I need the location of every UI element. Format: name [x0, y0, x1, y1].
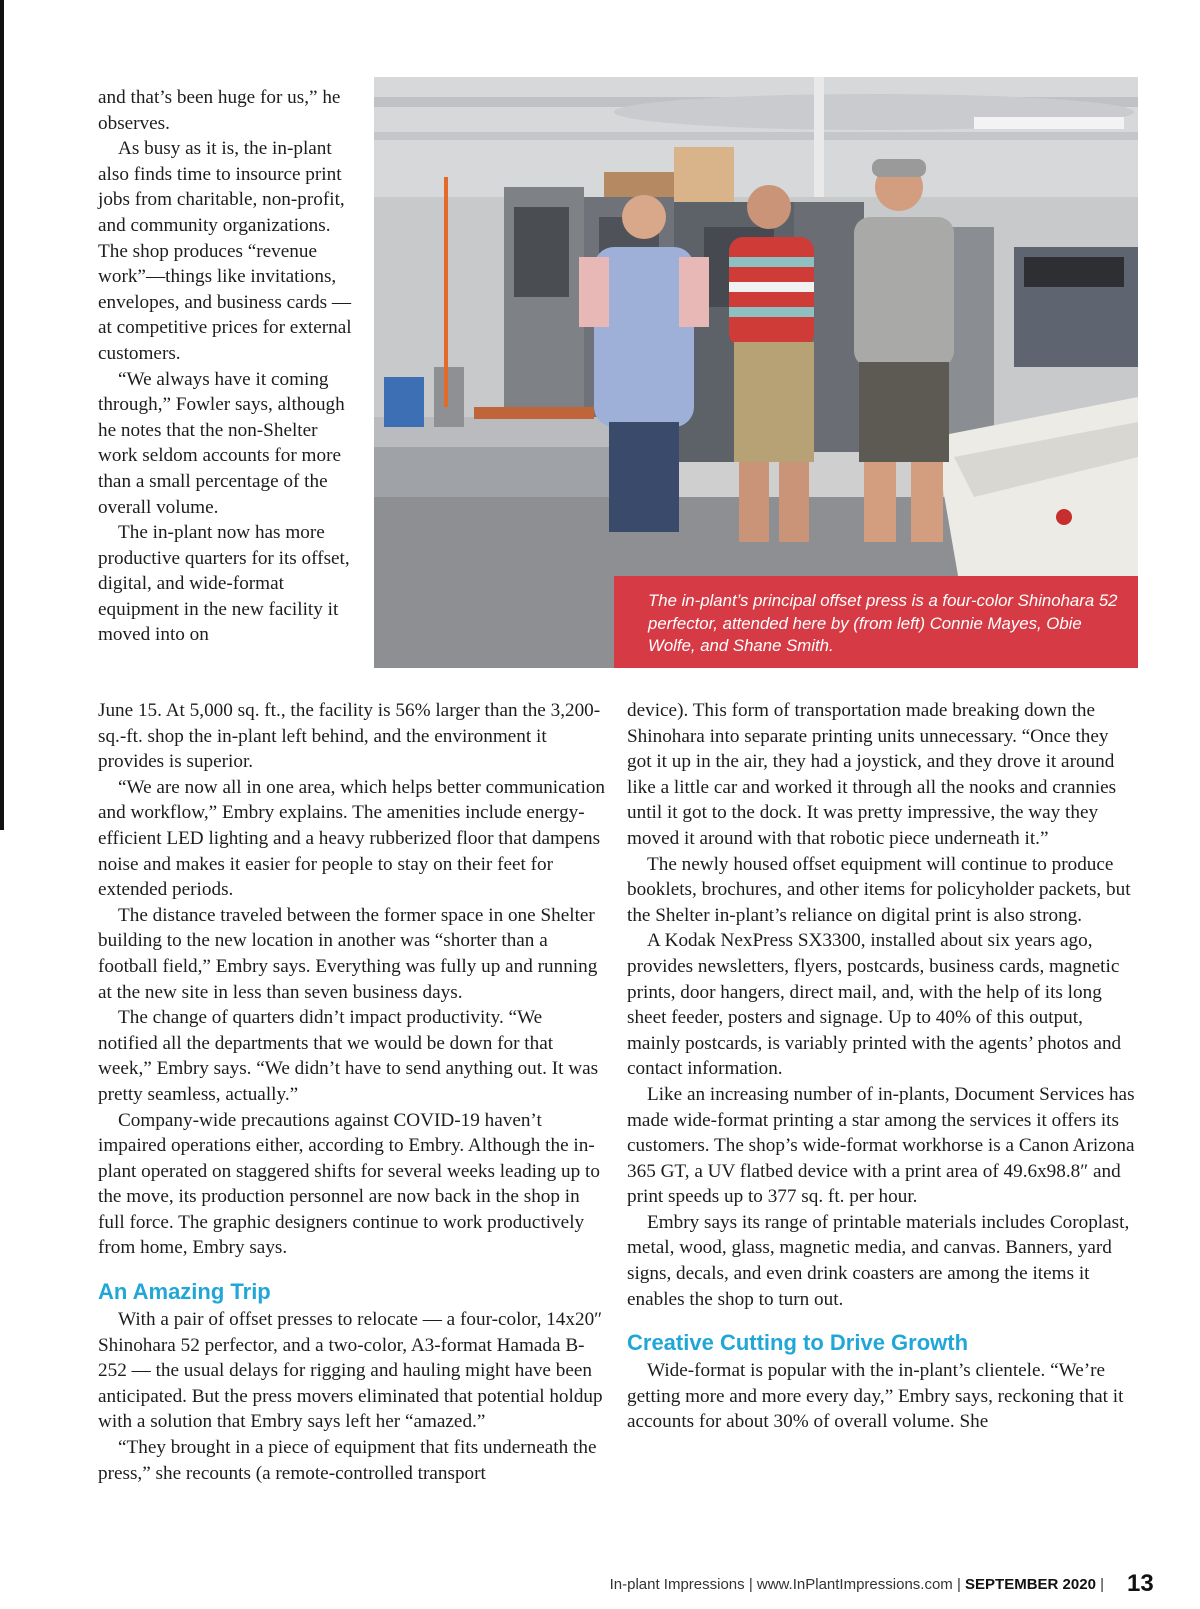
article-column-narrow — [98, 85, 356, 648]
section-heading-trip: An Amazing Trip — [98, 1279, 271, 1305]
paragraph: “We always have it coming through,” Fowler says, although he notes that the non-Shelter work seldom accounts for more than a small percentage of the overall volume. — [98, 368, 345, 518]
paragraph: June 15. At 5,000 sq. ft., the facility is 56% larger than the 3,200-sq.-ft. shop the in-plant left behind, and the environment it provides is superior. — [98, 700, 601, 773]
page-number: 13 — [1127, 1570, 1154, 1597]
photo-caption: The in-plant’s principal offset press is a four-color Shinohara 52 perfector, attended here by (from left) Connie Mayes, Obie Wolfe, and Shane Smith. — [614, 576, 1138, 668]
page-footer — [0, 1570, 1200, 1600]
footer-url[interactable]: www.InPlantImpressions.com — [756, 1576, 953, 1593]
paragraph: The in-plant now has more productive quarters for its offset, digital, and wide-format equipment in the new facility it moved into on — [98, 522, 350, 646]
article-column-right — [627, 698, 1135, 1435]
paragraph: Like an increasing number of in-plants, Document Services has made wide-format printing a star among the services it offers its customers. The shop’s wide-format workhorse is a Canon Arizona 365 GT, a UV flatbed device with a print area of 49.6x98.8″ and print speeds up to 377 sq. ft. per hour. — [627, 1083, 1135, 1208]
paragraph: The newly housed offset equipment will continue to produce booklets, brochures, and other items for policyholder packets, but the Shelter in-plant’s reliance on digital print is also strong. — [627, 853, 1131, 926]
footer-issue: SEPTEMBER 2020 — [965, 1576, 1096, 1593]
article-column-left — [98, 698, 606, 1486]
paragraph: A Kodak NexPress SX3300, installed about six years ago, provides newsletters, flyers, postcards, business cards, magnetic prints, door hangers, direct mail, and, with the help of its long sheet feeder, posters and signage. Up to 40% of this output, mainly postcards, is variably printed with the agents’ photos and contact information. — [627, 930, 1122, 1080]
page-edge-mark — [0, 0, 4, 830]
footer-separator: | — [744, 1576, 757, 1593]
footer-separator: | — [952, 1576, 966, 1593]
paragraph: Embry says its range of printable materials includes Coroplast, metal, wood, glass, magnetic media, and canvas. Banners, yard signs, decals, and even drink coasters are among the items it enables the shop to turn out. — [627, 1211, 1130, 1310]
paragraph: “They brought in a piece of equipment that fits underneath the press,” she recounts (a remote-controlled transport — [98, 1437, 597, 1484]
section-heading-cutting: Creative Cutting to Drive Growth — [627, 1330, 969, 1356]
paragraph: With a pair of offset presses to relocate — a four-color, 14x20″ Shinohara 52 perfector, and a two-color, A3-format Hamada B-252 — the usual delays for rigging and hauling might have been anticipated. But the press movers eliminated that potential holdup with a solution that Embry says left her “amazed.” — [98, 1309, 603, 1433]
paragraph: The distance traveled between the former space in one Shelter building to the new location in another was “shorter than a football field,” Embry says. Everything was fully up and running at the new site in less than seven business days. — [98, 904, 598, 1003]
paragraph: Company-wide precautions against COVID-19 haven’t impaired operations either, according to Embry. Although the in-plant operated on staggered shifts for several weeks leading up to the move, its production personnel are now back in the shop in full force. The graphic designers continue to work productively from home, Embry says. — [98, 1109, 600, 1259]
paragraph: device). This form of transportation made breaking down the Shinohara into separate printing units unnecessary. “Once they got it up in the air, they had a joystick, and they drove it around like a little car and worked it through all the nooks and crannies until it got to the dock. It was pretty impressive, the way they moved it around with that robotic piece underneath it.” — [627, 700, 1117, 849]
paragraph: “We are now all in one area, which helps better communication and workflow,” Embry explains. The amenities include energy-efficient LED lighting and a heavy rubberized floor that dampens noise and makes it easier for people to stay on their feet for extended periods. — [98, 776, 606, 901]
footer-separator: | — [1095, 1576, 1104, 1593]
paragraph: and that’s been huge for us,” he observes. — [98, 87, 341, 134]
footer-publication: In-plant Impressions — [609, 1576, 745, 1593]
footer-text — [610, 1576, 1104, 1593]
paragraph: Wide-format is popular with the in-plant’s clientele. “We’re getting more and more every day,” Embry says, reckoning that it accounts for about 30% of overall volume. She — [627, 1360, 1124, 1433]
paragraph: As busy as it is, the in-plant also finds time to insource print jobs from charitable, non-profit, and community organizations. The shop produces “revenue work”—things like invitations, envelopes, and business cards — at competitive prices for external customers. — [98, 138, 352, 364]
paragraph: The change of quarters didn’t impact productivity. “We notified all the departments that we would be down for that week,” Embry says. “We didn’t have to send anything out. It was pretty seamless, actually.” — [98, 1007, 599, 1105]
